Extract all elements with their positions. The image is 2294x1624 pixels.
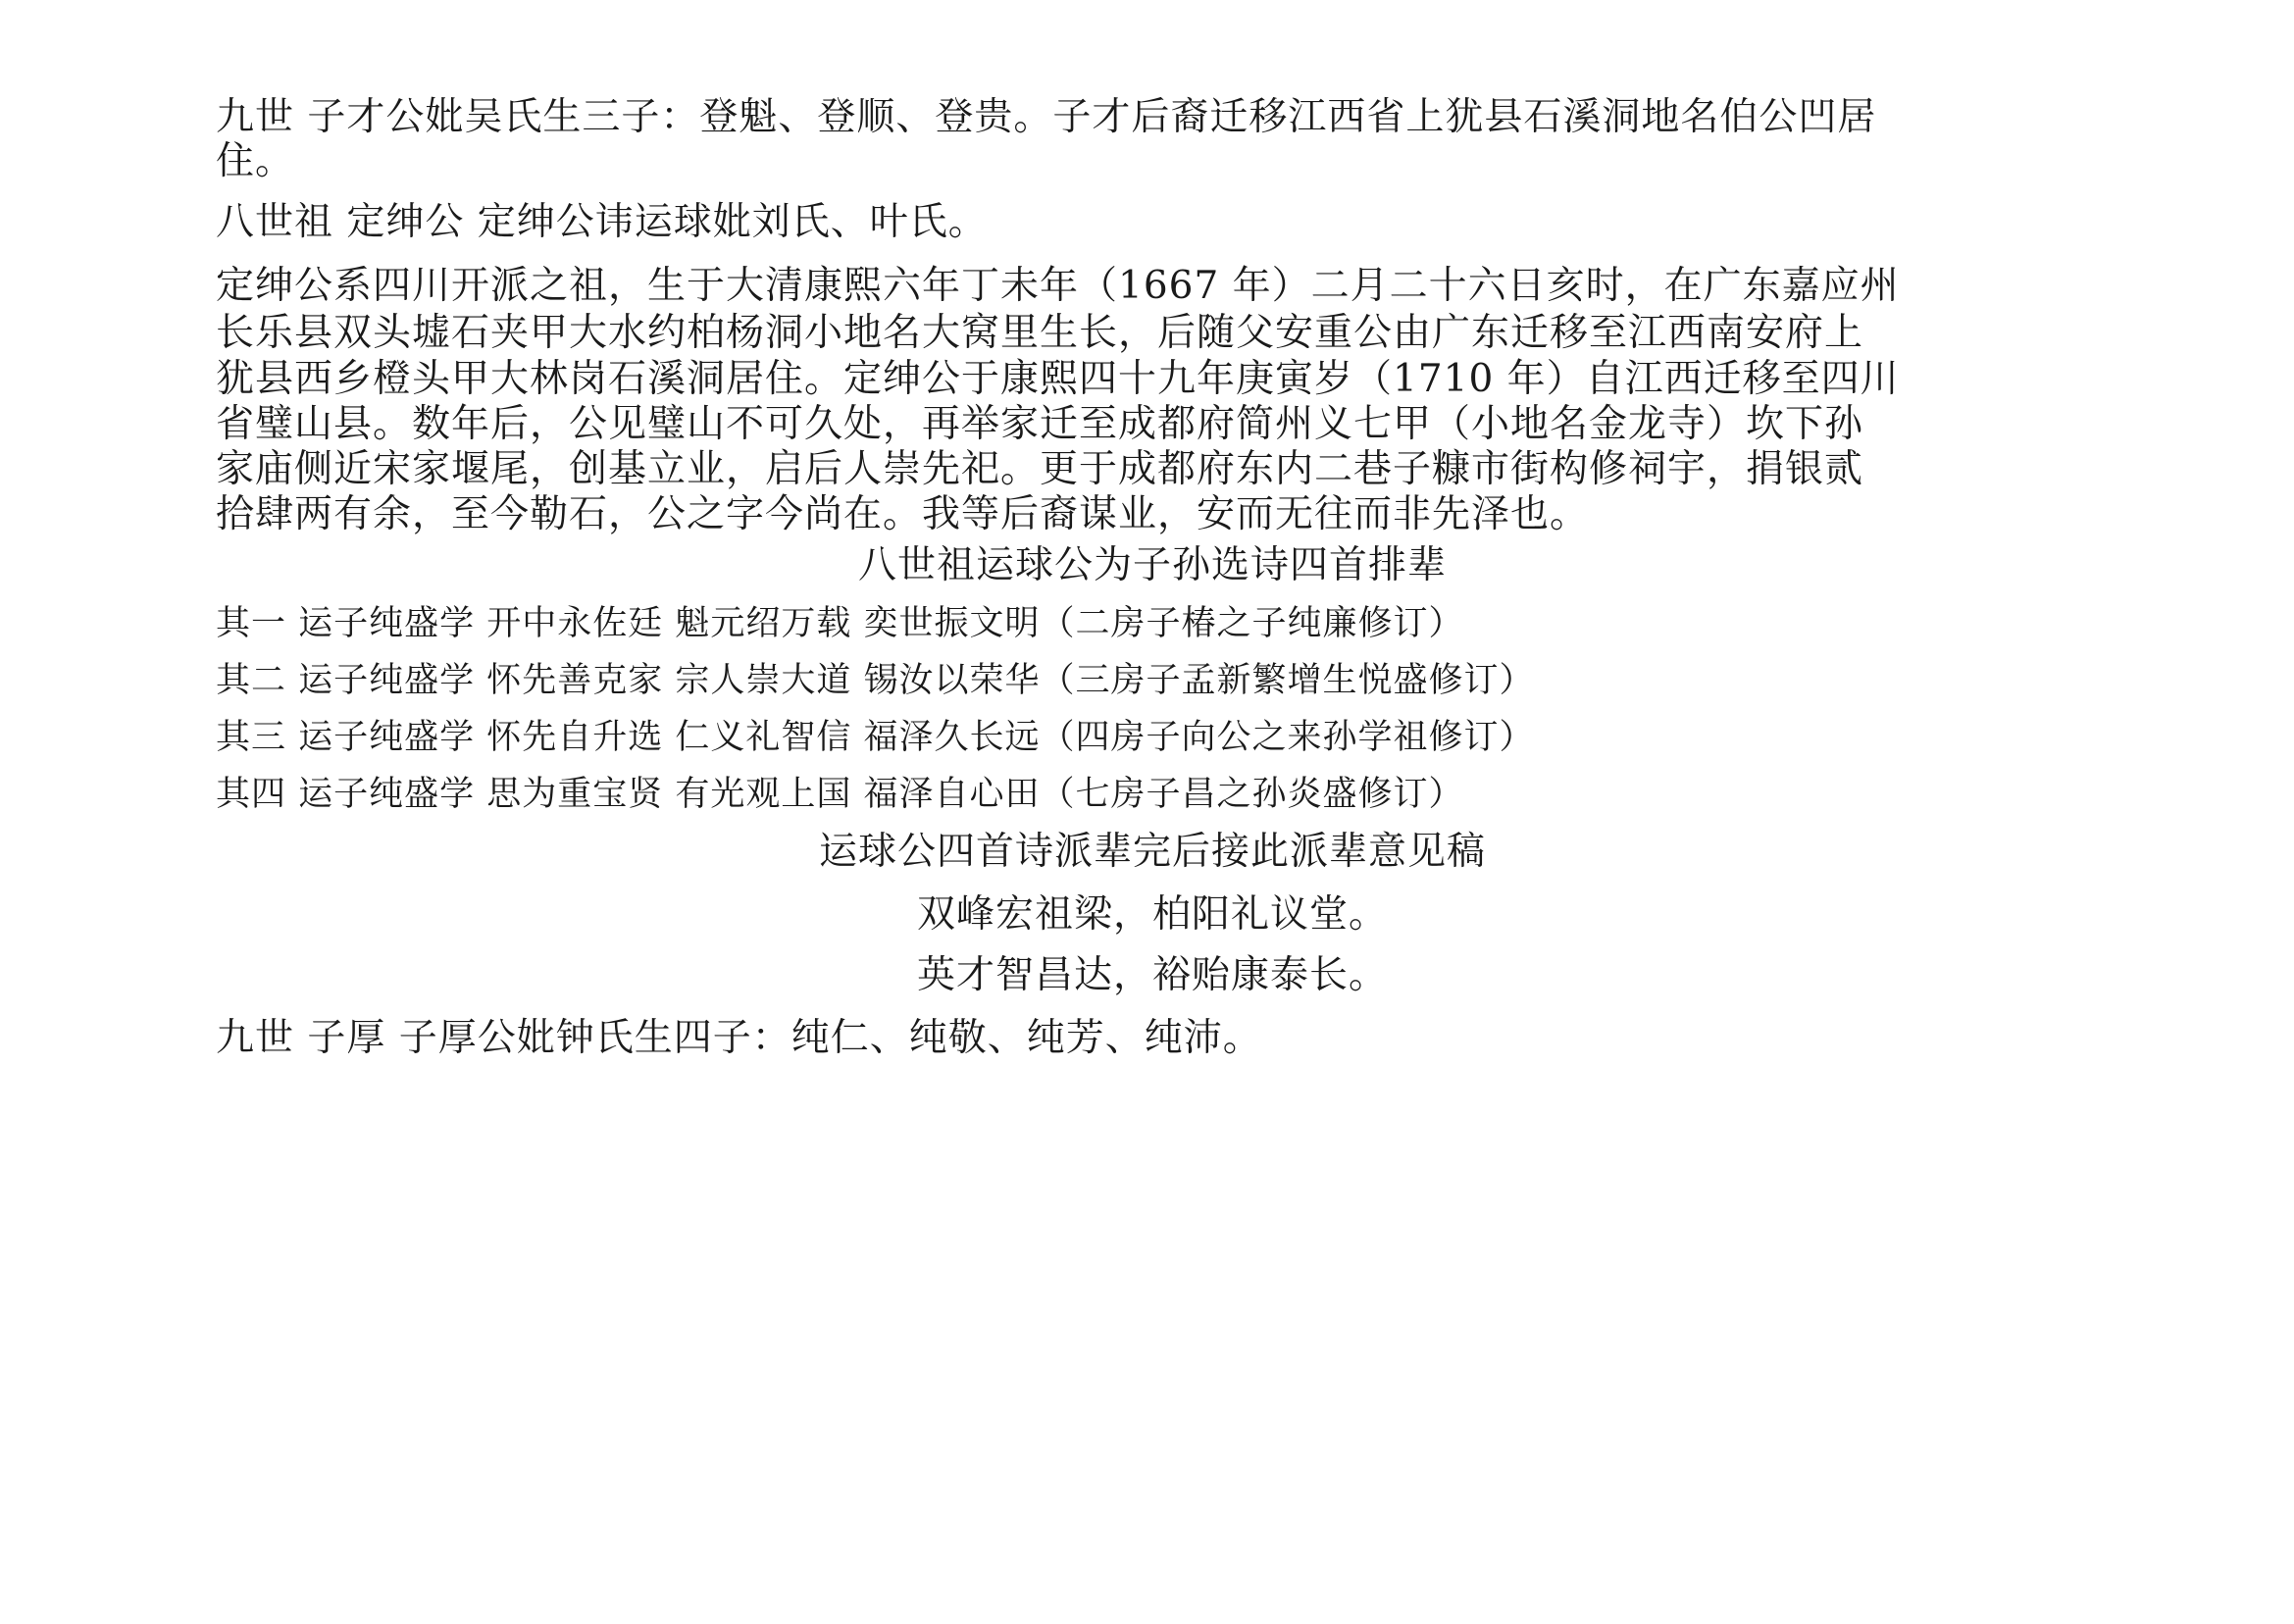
document-body	[216, 0, 2089, 1624]
text-line-2: 住。	[216, 139, 295, 183]
text-line-1: 九世 子才公妣吴氏生三子：登魁、登顺、登贵。子才后裔迁移江西省上犹县石溪洞地名伯公凹居	[216, 95, 1877, 139]
section-heading-draft: 运球公四首诗派辈完后接此派辈意见稿	[818, 830, 1486, 874]
text-line-ninth-gen-zihou: 九世 子厚 子厚公妣钟氏生四子：纯仁、纯敬、纯芳、纯沛。	[216, 1016, 1262, 1060]
poem-line-2: 其二 运子纯盛学 怀先善克家 宗人崇大道 锡汝以荣华（三房子孟新繁增生悦盛修订）	[216, 661, 1535, 700]
poem-line-3: 其三 运子纯盛学 怀先自升选 仁义礼智信 福泽久长远（四房子向公之来孙学祖修订）	[216, 718, 1535, 757]
verse-line-2: 英才智昌达，裕贻康泰长。	[916, 953, 1388, 997]
text-line-6: 犹县西乡橙头甲大林岗石溪洞居住。定绅公于康熙四十九年庚寅岁（1710 年）自江西迁移至四川	[216, 357, 1900, 401]
verse-line-1: 双峰宏祖梁，柏阳礼议堂。	[916, 892, 1388, 937]
section-heading-poems: 八世祖运球公为子孙选诗四首排辈	[857, 543, 1447, 587]
text-line-9: 拾肆两有余，至今勒石，公之字今尚在。我等后裔谋业，安而无往而非先泽也。	[216, 492, 1590, 536]
text-line-3: 八世祖 定绅公 定绅公讳运球妣刘氏、叶氏。	[216, 200, 988, 244]
text-line-7: 省璧山县。数年后，公见璧山不可久处，再举家迁至成都府简州义七甲（小地名金龙寺）坎下孙	[216, 402, 1864, 446]
poem-line-4: 其四 运子纯盛学 思为重宝贤 有光观上国 福泽自心田（七房子昌之孙炎盛修订）	[216, 775, 1464, 814]
text-line-4: 定绅公系四川开派之祖，生于大清康熙六年丁未年（1667 年）二月二十六日亥时，在广东嘉应州	[216, 264, 1900, 308]
text-line-8: 家庙侧近宋家堰尾，创基立业，启后人崇先祀。更于成都府东内二巷子糠市街构修祠宇，捐银贰	[216, 447, 1864, 491]
text-line-5: 长乐县双头墟石夹甲大水约柏杨洞小地名大窝里生长，后随父安重公由广东迁移至江西南安府上	[216, 311, 1864, 355]
poem-line-1: 其一 运子纯盛学 开中永佐廷 魁元绍万载 奕世振文明（二房子椿之子纯廉修订）	[216, 604, 1464, 643]
